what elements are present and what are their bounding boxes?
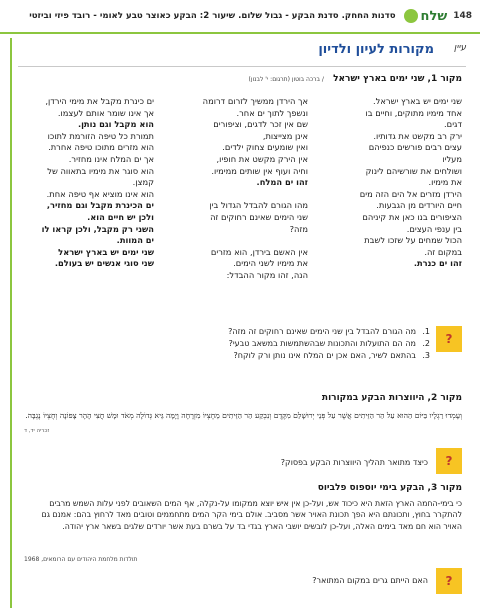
poem-line: הוא סוגר את מימיו בתאווה של (47, 165, 154, 176)
poem-spacer (170, 189, 308, 201)
poem-line: שני הימים שאינם רחוקים זה (210, 211, 308, 222)
poem-line: מעליו (442, 153, 462, 164)
poem-line: ים כינרת מקבל את מימי הירדן, (45, 96, 154, 106)
poem-column-3 (16, 96, 154, 270)
poem-line: ים הכינרת מקבל וגם מחזיר, (46, 200, 154, 211)
poem-line: שני סוגי אנשים יש בעולם. (54, 258, 154, 269)
source3-title: מקור 3, הבקע בימי יוספוס פלביוס (317, 483, 462, 493)
questions-list (228, 326, 430, 362)
poem-line: שני ימים יש בארץ ישראל. (372, 96, 462, 106)
poem-line: בין ענפי העצים. (406, 223, 462, 234)
poem-line: ואין שומעים צחוק ילדים. (222, 142, 308, 153)
poem-line: הנה, זהו מקור ההבדל: (226, 269, 308, 280)
poem-line: אך ים המלח אינו מחזיר. (68, 153, 154, 164)
logo-icon (404, 9, 418, 23)
question-item: 3. בהתאם לשיר, האם אכן ים המלח אינו נותן ורק לוקח? (233, 351, 430, 360)
poem-line: ולכן יש חיים הוא. (87, 211, 154, 222)
label-icon: עיין (453, 42, 466, 53)
verse-reference: זכריה יד, ד (24, 428, 50, 434)
series-title: סדנות החחק. סדנת הבקע - גבול שלום. שיעור 2: הבקע כאוצר טבע לאומי - רובד פיזי וביזטי (29, 11, 396, 21)
poem-line: אך אינו שומר אותם לעצמו. (57, 107, 154, 118)
poem-line: וחיה ועוף אין שותים ממימיו. (211, 165, 308, 176)
source3-credit: תולדות מלחמת היהודים עם הרומאים, 1968 (24, 556, 138, 563)
poem-line: ירק רב מקשט את גדותיו. (373, 130, 462, 141)
poem-line: שם אין זכר לדגים, וציפורים (213, 119, 308, 130)
poem-line: את מימיו. (428, 177, 462, 188)
margin-rule (10, 38, 12, 608)
poem-line: ונשפך לתוך ים אחר. (236, 107, 308, 118)
verse-line: וְעָמְדוּ רַגְלָיו בַּיּוֹם הַהוּא עַל הַר הַזֵּיתִים אֲשֶׁר עַל פְּנֵי יְרוּשָׁלַם מִקֶּדֶם וְנִבְקַע הַר הַזֵּיתִים מֵחֶצְיוֹ מִזְרָחָה וָיָמָּה גֵּיא גְּדוֹלָה מְאֹד וּמָשׁ (106, 411, 462, 420)
poem-line: הירדן מזרים אל הים הזה מים (359, 188, 462, 199)
poem-line: אין הירק מקשט את חופיו, (216, 153, 308, 164)
source3-question: האם הייתם גרים במקום המתואר? (312, 576, 428, 585)
question-badge (436, 448, 462, 474)
poem-line: השני רק מקבל, ולכן קראו לו (41, 223, 154, 234)
source1-credit: / ברכה בוטון (תרגום: י' לבנון) (248, 76, 324, 83)
source2-title: מקור 2, היווצרות הבקע במקורות (321, 393, 462, 403)
poem-line: ים המוות. (116, 235, 154, 246)
question-mark-icon: ? (445, 332, 453, 346)
logo (404, 9, 448, 24)
source2-question: כיצד מתואר תהליך היווצרות הבקע בפסוק? (280, 458, 428, 467)
poem-line: את מימיו לשני הימים. (233, 258, 308, 269)
poem-line: במקום זה. (424, 246, 462, 257)
question-badge (436, 568, 462, 594)
poem-column-2 (170, 96, 308, 282)
poem-line: מהו הגורם להבדל הגדול בין (209, 200, 308, 211)
page-number: 148 (453, 11, 472, 21)
poem-line: אין האשם בירדן, הוא מזרים (210, 246, 308, 257)
question-item: 2. מה הם התועלות והתכונות שבהשתמשות במשאב טבעי? (228, 339, 430, 348)
poem-line: הכול שמחים על שזכו לשבת (364, 235, 462, 246)
logo-text: שלח (420, 8, 448, 24)
poem-line: חיים היורדים מן הגבעות. (376, 200, 462, 211)
poem-line: מזה? (289, 223, 308, 234)
question-mark-icon: ? (445, 454, 453, 468)
poem-line: הוא אינו מוציא אף טיפה אחת. (46, 188, 154, 199)
poem-line: שני ימים יש בארץ ישראל (58, 246, 154, 257)
section-divider (18, 66, 466, 67)
poem-line: אך הירדן ממשיך לזרום דרומה (202, 96, 308, 106)
question-item: 1. מה הגורם להבדל בין שני הימים שאינם רחוקים זה מזה? (228, 327, 430, 336)
poem-line: זהו ים כנרת. (413, 258, 462, 269)
verse (22, 410, 462, 421)
source1-title-text: מקור 1, שני ימים בארץ ישראל (333, 74, 462, 84)
section-header (318, 42, 466, 57)
question-badge (436, 326, 462, 352)
poem-line: קמצן. (132, 177, 154, 188)
poem-line: הוא מזרים מתוכו טיפה אחרת. (48, 142, 154, 153)
verse-line: חֲצִי הָהָר צָפוֹנָה וְחֶצְיוֹ נֶגְבָּה. (25, 411, 105, 420)
header-bar (0, 0, 480, 34)
poem-column-1 (324, 96, 462, 270)
poem-line: הוא מקבל וגם נותן. (77, 119, 154, 130)
poem-line: הציפורים בנו כאן את קיניהם (362, 211, 462, 222)
poem-line: תמורת כל טיפה הזורמת לתוכו (47, 130, 154, 141)
poem-spacer (170, 235, 308, 247)
poem-line: אינן מצייצות, (262, 130, 308, 141)
poem-line: עצים רבים פורשים כנפיהם (368, 142, 462, 153)
source1-title (248, 74, 462, 84)
question-mark-icon: ? (445, 574, 453, 588)
section-title: מקורות לעיון ולדיון (318, 42, 434, 57)
poem-line: דגים. (444, 119, 462, 130)
poem-line: זהו ים המלח. (256, 177, 308, 188)
poem-line: אחד מימיו מתוקים, וחיים בו (365, 107, 462, 118)
source3-paragraph: כי בימי-החמה הארץ הזאת היא כיכוד אש, ועל-כן אין איש יוצא ממקומו על-נקלה, אף המים השאובים לפני עלות השמש מרבים להתקרר בחוץ, ותכונתם היא הפך תכונת האויר אשר מסביב. אולם בימי הקר המים מתחממים וטובים מאד לרחוץ בהם: אמנם גם האויר הוא חם מאד בימים האלה, ועל-כן לובשים יושבי הארץ בגדי בד על בשרם בעת אשר יורדים שלגים בשאר ארץ יהודה. (41, 499, 462, 531)
poem-line: ושולחים את שורשיהם לינוק (365, 165, 462, 176)
